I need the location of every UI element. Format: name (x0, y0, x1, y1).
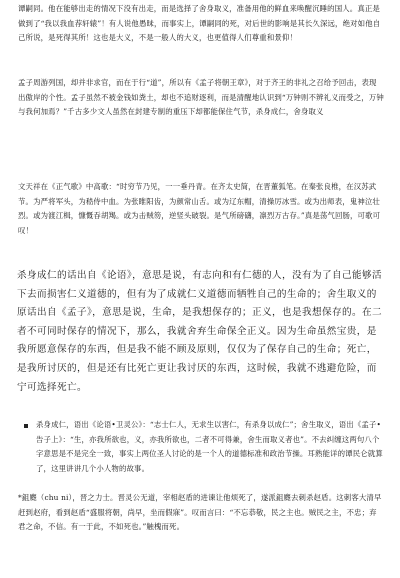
paragraph-chu-ni: *鉏麑（chu ni），晋之力士。晋灵公无道，宰相赵盾的进谏让他烦死了，遂派鉏麑去刺杀赵盾。这刺客大清早赶到赵府，看到赵盾“盛服将朝，尚早，坐而假寐”。叹而言曰：“不忘恭敬，民之主也。贼民之主，不忠；弃君之命，不信。有一于此，不如死也。”触槐而死。 (18, 493, 382, 532)
paragraph-meaning: 杀身成仁的话出自《论语》，意思是说，有志向和有仁德的人，没有为了自己能够活下去而损害仁义道德的，但有为了成就仁义道德而牺牲自己的生命的；舍生取义的原话出自《孟子》，意思是说，生命，是我想保存的；正义，也是我想保存的。在二者不可同时保存的情况下，那么，我就舍弃生命保全正义。因为生命虽然宝贵，是我所愿意保存的东西，但是我不能不顾及原则，仅仅为了保存自己的生命；死亡，是我所讨厌的，但是还有比死亡更让我讨厌的东西，这时候，我就不逃避危险，而宁可选择死亡。 (17, 270, 382, 393)
paragraph-tan-sitong: 谭嗣同。他在能够出走的情况下没有出走，而是选择了舍身取义，准备用他的鲜血来唤醒沉睡的国人。真正是做到了“我以我血荐轩辕”！有人说他愚昧，而事实上，谭嗣同的死，对后世的影响是其长久深远，绝对如他自己所说，是死得其所！这也是大义，不是一般人的大义，也更值得人们尊重和景仰！ (18, 4, 381, 43)
paragraph-mencius: 孟子周游列国，却并非求官，而在于行“道”，所以有《孟子将朝王章》，对于齐王的非礼之召给予回击，表现出傲岸的个性。孟子虽然不被金钱如粪土，却也不追财逐利，而是清醒地认识到“万钟则不辨礼义而受之，万钟与我何加焉？”千古多少文人虽然在封建专制的重压下却都能保住气节，杀身成仁，舍身取义 (18, 78, 384, 117)
bullet-marker (24, 424, 28, 428)
paragraph-origin: 杀身成仁，语出《论语•卫灵公》：“志士仁人，无求生以害仁，有杀身以成仁”；舍生取义，语出《孟子•告子上》：“生，亦我所欲也，义，亦我所欲也，二者不可得兼，舍生而取义者也”。不去纠缠这两句八个字意思是不是完全一致，事实上两位圣人讨论的是一个人的道德标准和政治节操。耳熟能详的谭民仑就算了，这里讲讲几个小人物的故事。 (36, 420, 383, 473)
paragraph-wen-tianxiang: 文天祥在《正气歌》中高歌：“时穷节乃见，一一垂丹青。在齐太史简，在晋董狐笔。在秦张良椎，在汉苏武节。为严将军头，为嵇侍中血。为张睢阳齿，为颜常山舌。或为辽东帽，清操厉冰雪。或为出师表，鬼神泣壮烈。或为渡江楫，慷慨吞胡羯。或为击贼笏，逆竖头破裂。是气所磅礴，凛烈万古存。”真是荡气回肠，可歌可叹！ (18, 182, 381, 235)
